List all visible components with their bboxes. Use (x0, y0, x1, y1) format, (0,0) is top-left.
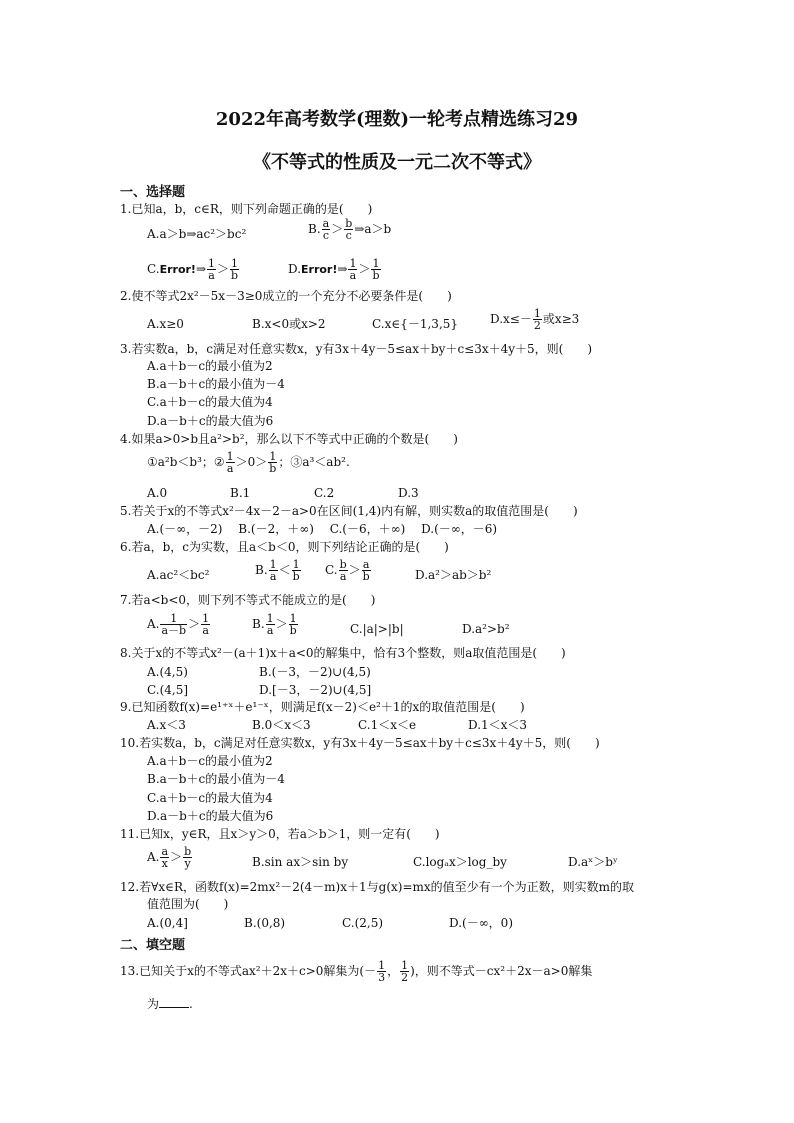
question-8-option-a: A.(4,5) (147, 665, 188, 679)
question-3-stem: 3.若实数a，b，c满足对任意实数x，y有3x＋4y－5≤ax＋by＋c≤3x＋4y＋5，则( ) (120, 342, 593, 356)
question-10-option-b: B.a－b＋c的最小值为－4 (147, 772, 285, 786)
question-9-option-b: B.0＜x＜3 (252, 718, 311, 732)
question-3-option-c: C.a＋b－c的最大值为4 (147, 395, 273, 409)
question-8-stem: 8.关于x的不等式x²－(a＋1)x＋a<0的解集中，恰有3个整数，则a取值范围是( ) (120, 646, 566, 660)
question-4-stem: 4.如果a>0>b且a²>b²，那么以下不等式中正确的个数是( ) (120, 432, 458, 446)
question-11-option-b: B.sin ax＞sin by (252, 855, 349, 869)
answer-blank[interactable] (159, 1007, 189, 1008)
question-7-stem: 7.若a<b<0，则下列不等式不能成立的是( ) (120, 593, 376, 607)
question-8-option-b: B.(－3，－2)∪(4,5) (259, 665, 371, 679)
question-3-option-a: A.a＋b－c的最小值为2 (147, 359, 273, 373)
question-4-option-c: C.2 (314, 486, 335, 500)
question-7-option-b: B. $\frac{1}{a}$ ＞ $\frac{1}{b}$ (252, 612, 297, 637)
question-12-option-c: C.(2,5) (342, 916, 384, 930)
question-12-stem-line1: 12.若∀x∈R，函数f(x)=2mx²－2(4－m)x＋1与g(x)=mx的值至少有一个为正数，则实数m的取 (120, 880, 635, 894)
question-7-option-c: C.|a|>|b| (350, 622, 404, 636)
question-11-stem: 11.已知x，y∈R，且x＞y＞0，若a＞b＞1，则一定有( ) (120, 827, 440, 841)
question-10-option-a: A.a＋b－c的最小值为2 (147, 754, 273, 768)
question-13-stem: 13.已知关于x的不等式ax²＋2x＋c>0解集为(－ $\frac{1}{3}$ ， $\frac{1}{2}$ )，则不等式－cx²＋2x－a>0解集 (120, 959, 593, 984)
question-4-option-b: B.1 (230, 486, 251, 500)
question-8-option-d: D.[－3，－2)∪(4,5] (259, 683, 372, 697)
question-3-option-d: D.a－b＋c的最大值为6 (147, 414, 274, 428)
question-7-option-d: D.a²>b² (462, 622, 510, 636)
question-1-stem: 1.已知a，b，c∈R，则下列命题正确的是( ) (120, 202, 373, 216)
question-9-option-c: C.1＜x＜e (358, 718, 417, 732)
question-1-option-d: D.Error!⇒ $\frac{1}{a}$ ＞ $\frac{1}{b}$ (288, 257, 380, 282)
question-11-option-c: C.logₐx＞log_by (413, 855, 507, 869)
question-11-option-d: D.aˣ＞bʸ (568, 855, 619, 869)
question-4-option-d: D.3 (398, 486, 419, 500)
question-4-option-a: A.0 (147, 486, 168, 500)
question-1-option-a: A.a＞b⇒ac²＞bc² (147, 227, 247, 241)
question-6-option-b: B. $\frac{1}{a}$ ＜ $\frac{1}{b}$ (255, 558, 300, 583)
question-12-stem-line2: 值范围为( ) (147, 897, 229, 911)
question-5-options: A.(－∞，－2) B.(－2，＋∞) C.(－6，＋∞) D.(－∞，－6) (147, 522, 498, 536)
question-5-stem: 5.若关于x的不等式x²－4x－2－a>0在区间(1,4)内有解，则实数a的取值范围是( ) (120, 504, 578, 518)
question-12-option-d: D.(－∞，0) (449, 916, 514, 930)
question-2-option-a: A.x≥0 (147, 317, 184, 331)
question-2-option-b: B.x<0或x>2 (252, 317, 326, 331)
question-10-stem: 10.若实数a，b，c满足对任意实数x，y有3x＋4y－5≤ax＋by＋c≤3x＋4y＋5，则( ) (120, 736, 600, 750)
page-subtitle: 《不等式的性质及一元二次不等式》 (253, 152, 541, 173)
question-9-option-d: D.1＜x＜3 (468, 718, 528, 732)
question-7-option-a: A. $\frac{1}{a-b}$ ＞ $\frac{1}{a}$ (147, 612, 210, 637)
question-6-stem: 6.若a，b，c为实数，且a＜b＜0，则下列结论正确的是( ) (120, 540, 449, 554)
question-1-option-b: B. $\frac{a}{c}$ ＞ $\frac{b}{c}$ ⇒a＞b (308, 217, 392, 242)
question-10-option-c: C.a＋b－c的最大值为4 (147, 791, 273, 805)
question-12-option-b: B.(0,8) (244, 916, 286, 930)
question-2-stem: 2.使不等式2x²－5x－3≥0成立的一个充分不必要条件是( ) (120, 289, 452, 303)
section-fill-heading: 二、填空题 (120, 938, 186, 953)
question-8-option-c: C.(4,5] (147, 683, 189, 697)
question-6-option-a: A.ac²＜bc² (147, 568, 210, 582)
question-3-option-b: B.a－b＋c的最小值为－4 (147, 377, 285, 391)
question-13-line2: 为 . (147, 997, 193, 1011)
question-1-option-c: C.Error!⇒ $\frac{1}{a}$ ＞ $\frac{1}{b}$ (147, 257, 239, 282)
question-2-option-c: C.x∈{－1,3,5} (372, 317, 459, 331)
question-6-option-d: D.a²＞ab＞b² (415, 568, 492, 582)
question-6-option-c: C. $\frac{b}{a}$ ＞ $\frac{a}{b}$ (325, 558, 370, 583)
question-2-option-d: D.x≤－ $\frac{1}{2}$ 或x≥3 (490, 307, 580, 332)
question-11-option-a: A. $\frac{a}{x}$ ＞ $\frac{b}{y}$ (147, 845, 192, 870)
question-10-option-d: D.a－b＋c的最大值为6 (147, 809, 274, 823)
section-choice-heading: 一、选择题 (120, 185, 186, 200)
question-4-statements: ①a²b＜b³；② $\frac{1}{a}$ ＞0＞ $\frac{1}{b}$ ；③a³＜ab². (147, 450, 350, 475)
question-9-stem: 9.已知函数f(x)=e¹⁺ˣ＋e¹⁻ˣ，则满足f(x－2)＜e²＋1的x的取值范围是( ) (120, 700, 525, 714)
question-12-option-a: A.(0,4] (147, 916, 188, 930)
page-title: 2022年高考数学(理数)一轮考点精选练习29 (215, 109, 579, 130)
question-9-option-a: A.x＜3 (147, 718, 186, 732)
